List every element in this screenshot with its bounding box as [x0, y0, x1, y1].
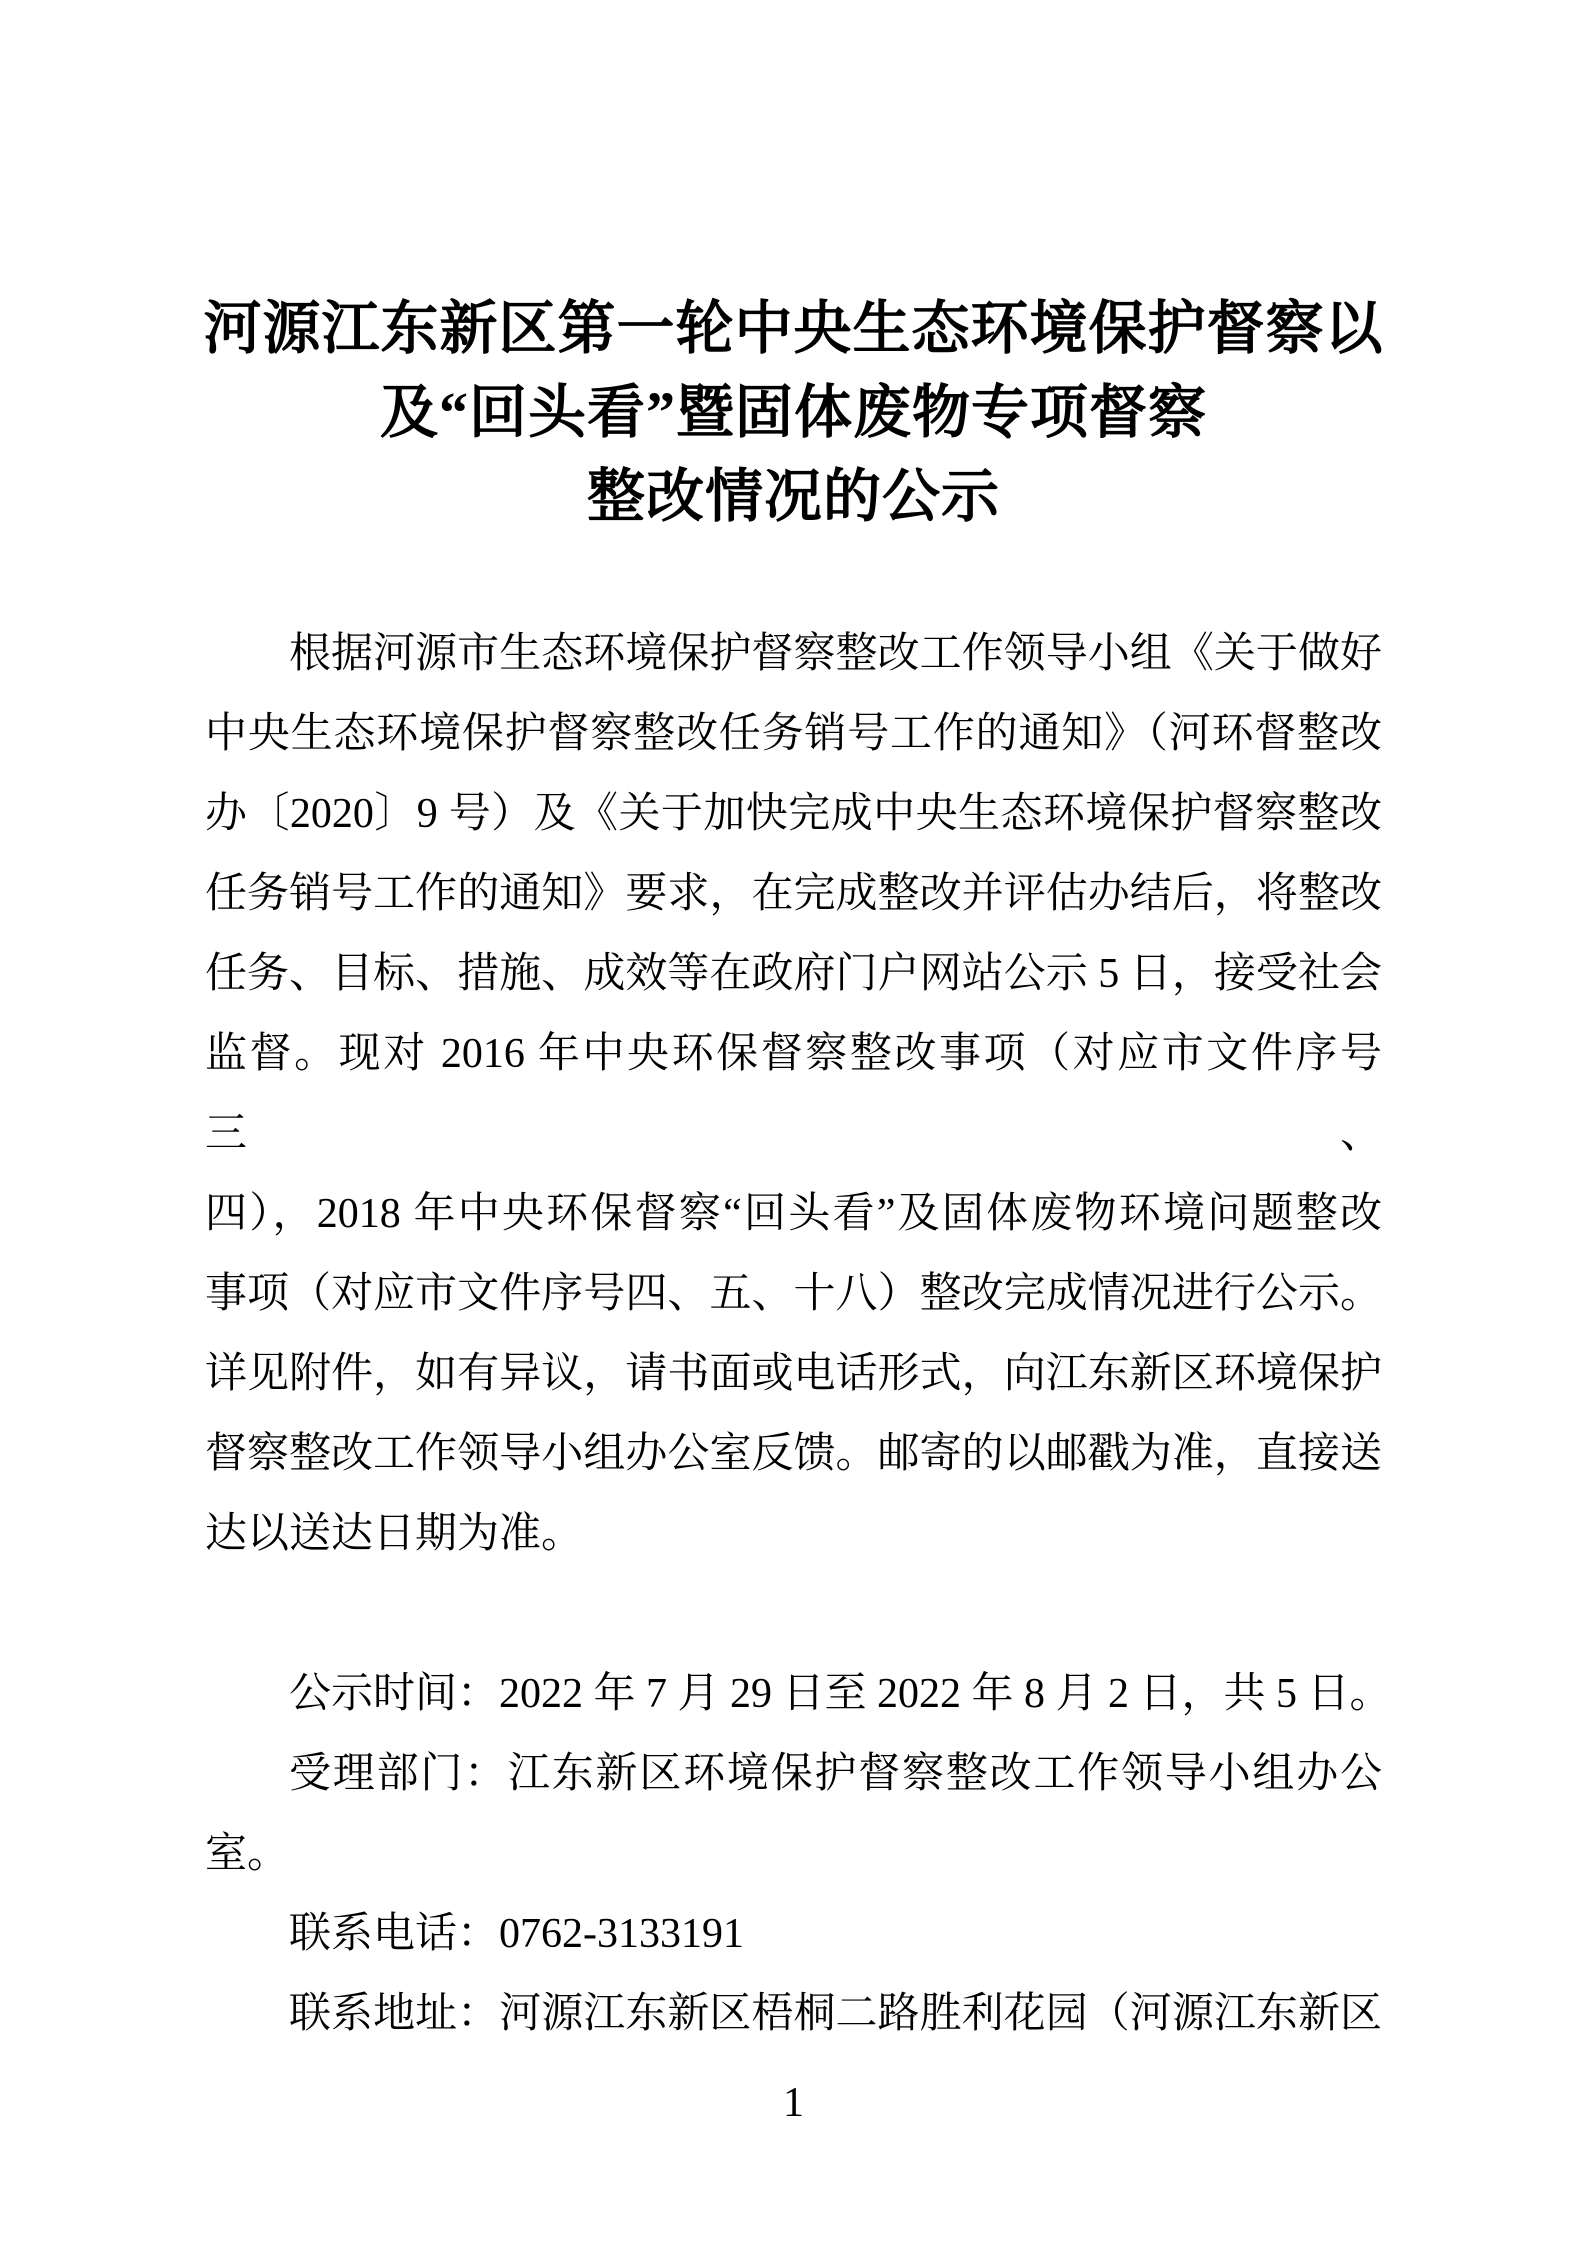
body-line: 监督。现对 2016 年中央环保督察整改事项（对应市文件序号三、 [205, 1031, 1382, 1157]
body-line: 事项（对应市文件序号四、五、十八）整改完成情况进行公示。 [205, 1271, 1382, 1317]
accepting-department-line: 受理部门：江东新区环境保护督察整改工作领导小组办公 [289, 1751, 1382, 1797]
document-title [0, 0, 1587, 539]
body-line: 任务销号工作的通知》要求，在完成整改并评估办结后，将整改 [205, 871, 1382, 917]
contact-info-section [205, 1654, 1392, 2054]
contact-phone-line: 联系电话：0762-3133191 [289, 1911, 744, 1957]
body-line: 中央生态环境保护督察整改任务销号工作的通知》（河环督整改 [205, 711, 1382, 757]
title-line-1: 河源江东新区第一轮中央生态环境保护督察以 [203, 296, 1384, 361]
body-line: 达以送达日期为准。 [205, 1511, 584, 1557]
body-line: 任务、目标、措施、成效等在政府门户网站公示 5 日，接受社会 [205, 951, 1382, 997]
document-body [205, 614, 1392, 2054]
body-line: 办〔2020〕9 号）及《关于加快完成中央生态环境保护督察整改 [205, 791, 1382, 837]
page-number: 1 [783, 2080, 804, 2126]
accepting-department-line-continued: 室。 [205, 1831, 290, 1877]
publicity-period-line: 公示时间：2022 年 7 月 29 日至 2022 年 8 月 2 日，共 5 日。 [289, 1671, 1392, 1717]
body-line: 根据河源市生态环境保护督察整改工作领导小组《关于做好 [289, 631, 1382, 677]
body-line: 四），2018 年中央环保督察“回头看”及固体废物环境问题整改 [205, 1191, 1382, 1237]
body-line: 督察整改工作领导小组办公室反馈。邮寄的以邮戳为准，直接送 [205, 1431, 1382, 1477]
title-line-2: 及“回头看”暨固体废物专项督察 [379, 380, 1207, 445]
main-paragraph [205, 614, 1382, 1574]
contact-address-line: 联系地址：河源江东新区梧桐二路胜利花园（河源江东新区 [289, 1991, 1382, 2037]
title-line-3: 整改情况的公示 [586, 464, 1000, 529]
body-line: 详见附件，如有异议，请书面或电话形式，向江东新区环境保护 [205, 1351, 1382, 1397]
